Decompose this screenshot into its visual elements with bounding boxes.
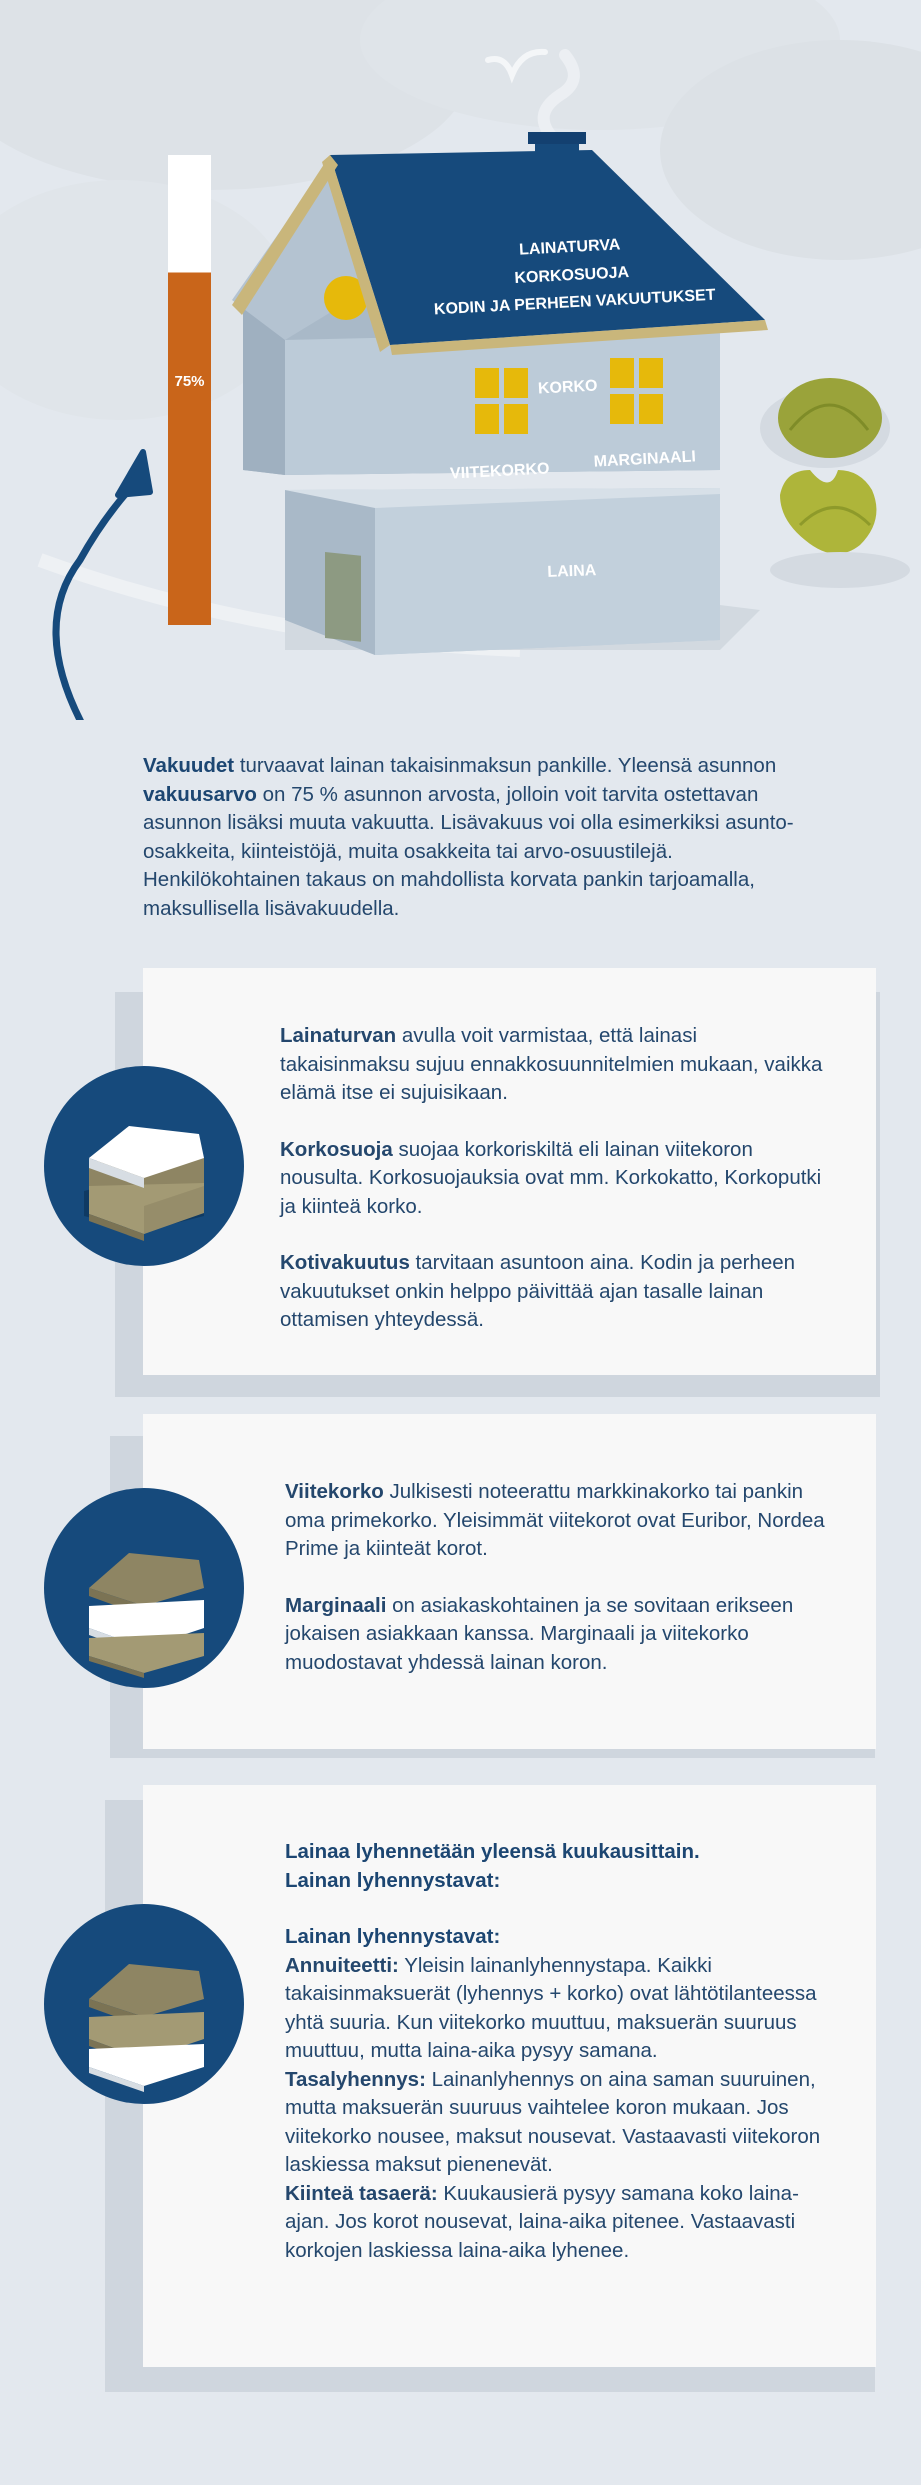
door-icon [325,552,361,642]
lainaturva-text: avulla voit varmistaa, että lainasi takaisinmaksu sujuu ennakkosuunnitelmien mukaan, vaikka elämä itse ei sujuisikaan. [280,1024,823,1104]
roof-label-insurance: KODIN JA PERHEEN VAKUUTUKSET [433,286,716,319]
repayment-text [285,1838,840,2265]
kiintea-text: Kuukausierä pysyy samana koko laina-ajan. Jos korot nousevat, laina-aika pitenee. Vastaavasti korkojen laskiessa laina-aika lyhenee. [285,2181,799,2262]
house-label-korko: KORKO [537,377,598,398]
house-base-icon [44,1904,244,2104]
korkosuoja-text: suojaa korkoriskiltä eli lainan viitekoron nousulta. Korkosuojauksia ovat mm. Korkokatto, Korkoputki ja kiinteä korko. [280,1137,822,1218]
repayment-heading-3: Lainan lyhennystavat: [285,1925,501,1948]
repayment-heading-1: Lainaa lyhennetään yleensä kuukausittain. [285,1840,700,1863]
intro-text-2: on 75 % asunnon arvosta, jolloin voit tarvita ostettavan asunnon lisäksi muuta vakuutta. Lisävakuus voi olla esimerkiksi asunto-osakkeita, kiinteistöjä, muita osakkeita tai arvo-osuustilejä. Henkilökohtainen takaus on mahdollista korvata pankin tarjoamalla, maksullisella lisävakuudella. [143,782,794,920]
marginaali-paragraph [285,1592,830,1678]
tasalyhennys-text: Lainanlyhennys on aina saman suuruinen, mutta maksuerän suuruus vaihtelee koron mukaan. Jos viitekorko nousee, maksut nousevat. Vastaavasti viitekoron laskiessa maksut pienenevät. [285,2067,821,2176]
bush-icon [760,378,910,588]
term-vakuusarvo: vakuusarvo [143,782,257,806]
house-label-marginaali: MARGINAALI [593,448,697,471]
korkosuoja-paragraph [280,1136,825,1222]
gauge-label: 75% [174,373,205,390]
kotivakuutus-paragraph [280,1249,825,1335]
intro-text-1: turvaavat lainan takaisinmaksun pankille. Yleensä asunnon [234,754,777,777]
term-lainaturva: Lainaturvan [280,1024,397,1047]
annuiteetti-text: Yleisin lainanlyhennystapa. Kaikki takaisinmaksuerät (lyhennys + korko) ovat lähtötilanteessa yhtä suuria. Kun viitekorko muuttuu, maksuerän suuruus muuttuu, mutta laina-aika pysyy samana. [285,1953,817,2062]
term-tasalyhennys: Tasalyhennys: [285,2067,426,2091]
term-kotivakuutus: Kotivakuutus [280,1251,410,1274]
collateral-gauge [168,155,211,625]
kotivakuutus-text: tarvitaan asuntoon aina. Kodin ja perheen vakuutukset onkin helppo päivittää ajan tasalle lainan ottamisen yhteydessä. [280,1251,796,1331]
house-middle-icon [44,1488,244,1688]
house-roof-icon [44,1066,244,1266]
annuiteetti-paragraph [285,1952,840,2066]
lainaturva-paragraph [280,1022,825,1108]
interest-text [285,1478,830,1677]
viitekorko-paragraph [285,1478,830,1564]
term-vakuudet: Vakuudet [143,754,235,777]
marginaali-text: on asiakaskohtainen ja se sovitaan erikseen jokaisen asiakkaan kanssa. Marginaali ja viitekorko muodostavat yhdessä lainan koron. [285,1593,794,1674]
tasalyhennys-paragraph [285,2066,840,2180]
house-illustration [0,0,921,720]
kiintea-paragraph [285,2180,840,2266]
term-viitekorko: Viitekorko [285,1480,384,1503]
term-marginaali: Marginaali [285,1593,387,1617]
house-label-laina: LAINA [547,562,597,581]
roof-label-korkosuoja: KORKOSUOJA [514,264,630,287]
term-korkosuoja: Korkosuoja [280,1137,393,1161]
protection-text [280,1022,825,1335]
collateral-paragraph [143,752,833,923]
repayment-heading-2: Lainan lyhennystavat: [285,1868,501,1892]
term-annuiteetti: Annuiteetti: [285,1953,399,1977]
house-label-viitekorko: VIITEKORKO [449,460,550,483]
roof-label-lainaturva: LAINATURVA [518,236,621,259]
viitekorko-text: Julkisesti noteerattu markkinakorko tai pankin oma primekorko. Yleisimmät viitekorot ovat Euribor, Nordea Prime ja kiinteät korot. [285,1480,825,1560]
term-kiintea-tasaera: Kiinteä tasaerä: [285,2181,438,2205]
